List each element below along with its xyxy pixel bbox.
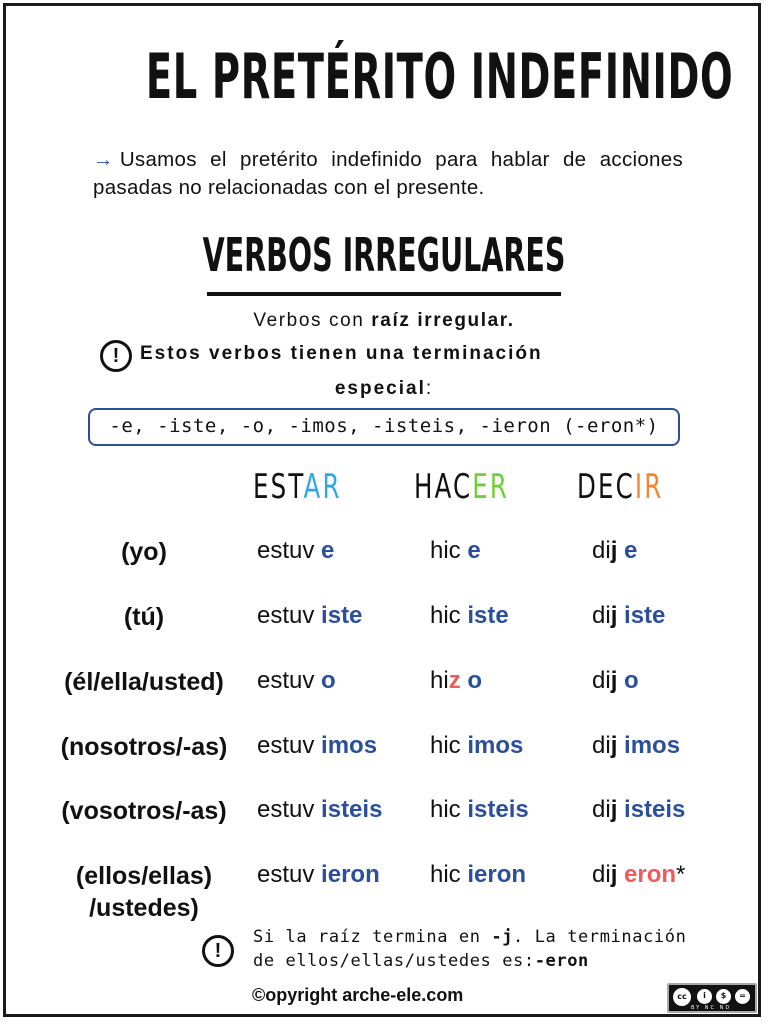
ending: imos [321,732,378,759]
pronoun-line-2: /ustedes) [89,894,199,922]
note-line-1 [0,310,768,332]
form-decir-ellos [592,861,685,889]
stem-j: j [610,861,618,888]
form-estar-nosotros [257,732,377,760]
stem: di [592,602,611,629]
form-estar-vosotros [257,796,382,824]
note-line-3-bold: especial [334,378,426,399]
form-hacer-vosotros [430,796,529,824]
pronoun-nosotros: (nosotros/-as) [60,733,228,761]
footnote [253,925,715,973]
stem: di [592,537,611,564]
ending: iste [624,602,666,629]
ending: isteis [467,796,529,823]
form-decir-vosotros [592,796,685,824]
exclamation-icon: ! [202,935,234,967]
form-estar-ellos [257,861,380,889]
stem: di [592,796,611,823]
stem: hic [430,537,461,564]
ending: e [467,537,481,564]
ending: o [321,667,336,694]
stem: di [592,667,611,694]
section-title-underline [207,292,561,296]
form-hacer-ellos [430,861,526,889]
arrow-right-icon: → [93,148,114,171]
nd-icon: = [734,988,751,1005]
form-decir-tu [592,602,665,630]
cc-icon: cc [672,987,692,1007]
verb-stem: HAC [414,467,473,507]
stem: hic [430,602,461,629]
pronoun-tu: (tú) [123,603,165,631]
stem: di [592,861,611,888]
form-hacer-nosotros [430,732,523,760]
page-title: EL PRETÉRITO INDEFINIDO [145,40,734,113]
ending: iste [467,602,509,629]
verb-suffix: ER [472,467,510,507]
section-title: VERBOS IRREGULARES [202,228,566,282]
stem: hi [430,667,449,694]
exclamation-icon: ! [100,340,132,372]
stem-j: j [610,667,618,694]
stem: di [592,732,611,759]
stem: estuv [257,732,315,759]
footnote-text-1: Si la raíz termina en [253,927,492,947]
footnote-text-2: . La terminación de ellos/ellas/ustedes es: [253,927,687,971]
verb-header-hacer [414,467,509,507]
form-estar-el [257,667,336,695]
verb-suffix: AR [303,467,342,507]
note-line-3 [0,378,768,400]
intro-paragraph [93,146,683,202]
footnote-bold-2: -eron [534,951,589,971]
stem: estuv [257,537,315,564]
ending: isteis [624,796,686,823]
stem: hic [430,732,461,759]
pronoun-el-ella-usted: (él/ella/usted) [64,668,224,696]
ending: e [624,537,638,564]
intro-text: Usamos el pretérito indefinido para hablar de acciones pasadas no relacionadas con el presente. [93,148,683,199]
by-icon: i [696,988,713,1005]
ending: imos [624,732,681,759]
pronoun-line-1: (ellos/ellas) [75,862,213,890]
ending: o [467,667,483,694]
ending: e [321,537,335,564]
form-decir-nosotros [592,732,680,760]
form-hacer-yo [430,537,481,565]
stem-j: j [610,602,618,629]
ending: iste [321,602,363,629]
stem: estuv [257,861,315,888]
form-estar-yo [257,537,334,565]
stem-j: j [610,732,618,759]
ending-highlight: eron [624,861,677,888]
stem: estuv [257,796,315,823]
ending: ieron [467,861,527,888]
verb-stem: DEC [577,467,635,507]
note-line-2: Estos verbos tienen una terminación [140,343,543,364]
form-estar-tu [257,602,362,630]
stem: estuv [257,602,315,629]
stem: estuv [257,667,315,694]
stem-j: j [610,796,618,823]
pronoun-yo: (yo) [121,538,167,566]
pronoun-vosotros: (vosotros/-as) [61,797,227,825]
creative-commons-license-icon [667,983,757,1013]
license-label: BY NC ND [691,1005,732,1011]
ending: ieron [321,861,380,888]
verb-stem: EST [253,467,304,507]
stem: hic [430,796,461,823]
form-decir-el [592,667,639,695]
nc-icon: $ [715,988,732,1005]
ending: isteis [321,796,383,823]
form-decir-yo [592,537,637,565]
form-hacer-tu [430,602,509,630]
note-line-1-bold: raíz irregular. [371,310,515,331]
copyright-text: ©opyright arche-ele.com [252,985,464,1005]
footnote-bold-1: -j [491,927,514,947]
ending: o [624,667,639,694]
verb-header-decir [577,467,663,507]
form-hacer-el [430,667,482,695]
endings-box: -e, -iste, -o, -imos, -isteis, -ieron (-eron*) [88,408,680,446]
ending: imos [467,732,524,759]
verb-header-estar [253,467,342,507]
stem-j: j [610,537,618,564]
note-line-1-text: Verbos con [253,310,372,331]
asterisk: * [676,861,686,888]
pronoun-ellos-ellas [24,860,264,924]
verb-suffix: IR [634,467,664,507]
stem-z: z [448,667,461,694]
note-line-3-colon: : [425,378,434,399]
stem: hic [430,861,461,888]
